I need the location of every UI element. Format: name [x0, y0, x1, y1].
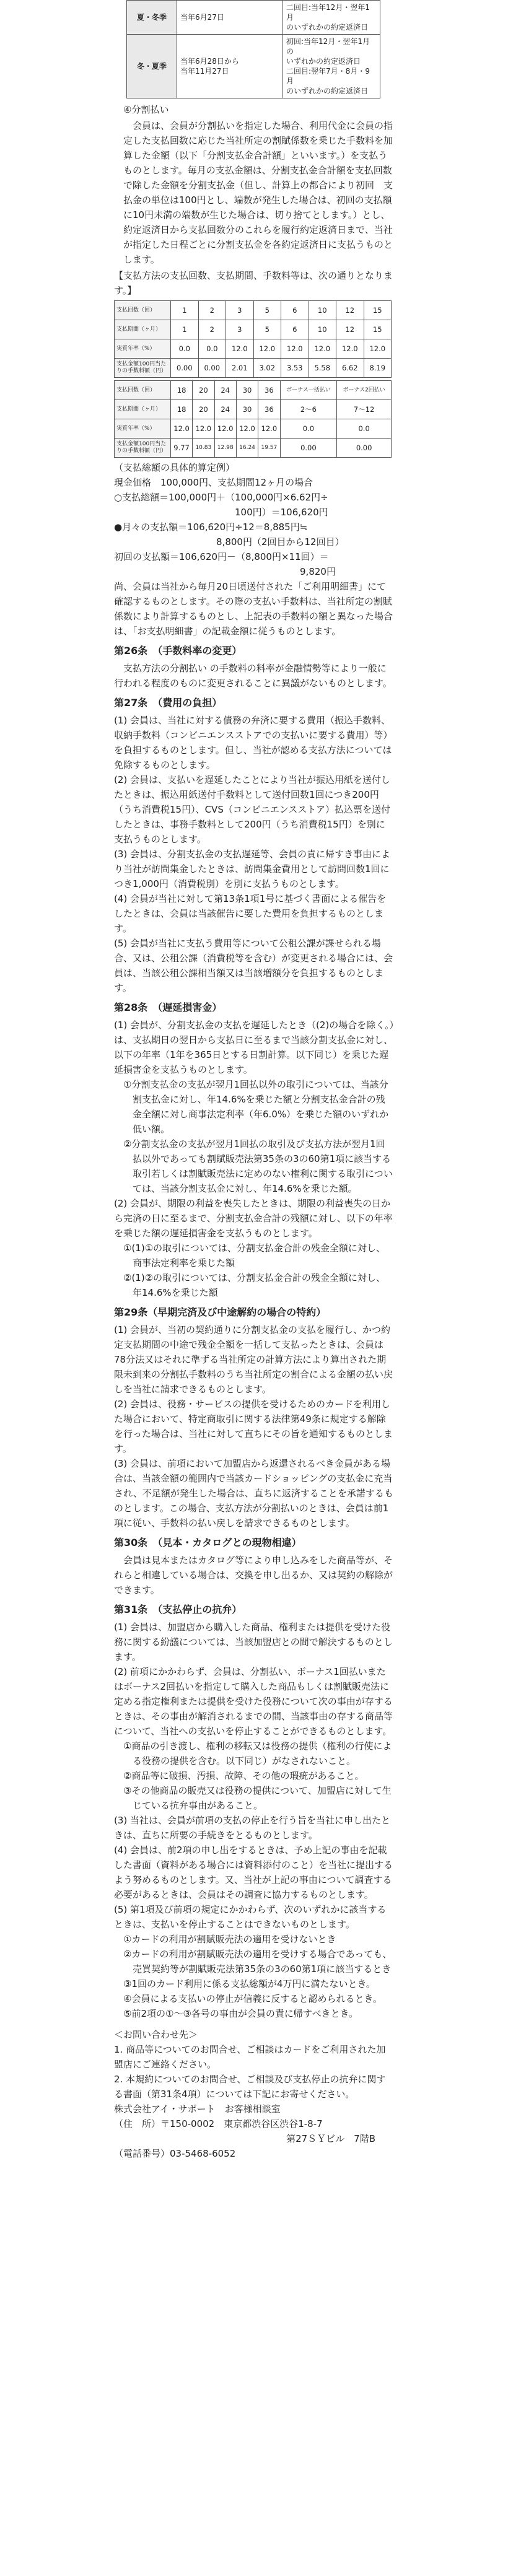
period-label: 夏・冬季	[127, 1, 177, 35]
row-label: 支払回数（回）	[115, 381, 171, 400]
article-27-items	[114, 713, 394, 995]
article-31-title: 第31条 （支払停止の抗弁）	[114, 1604, 242, 1615]
table-cell: 7〜12	[337, 400, 392, 419]
table-row	[115, 419, 392, 439]
example-lines	[114, 475, 394, 579]
contact-lines	[114, 2042, 394, 2102]
contact-title: ＜お問い合わせ先＞	[114, 2029, 198, 2040]
article-26-body: 支払方法の分割払い の手数料の料率が金融情勢等により一般に行われる程度のものに変更されることに異議がないものとします。	[114, 663, 392, 689]
installment-table-1	[114, 300, 392, 378]
table-cell: 12.0	[281, 339, 309, 359]
article-28-title: 第28条 （遅延損害金）	[114, 1002, 222, 1013]
article-27-item: (2) 会員は、支払いを遅延したことにより当社が振込用紙を送付したときは、振込用紙送付手数料として送付回数1回につき200円（うち消費税15円）、CVS（コンビニエンスストア）払込票を送付したときは、事務手数料として200円（うち消費税15円）を別に支払うものとします。	[114, 774, 391, 845]
article-28-item2: (2) 会員が、期限の利益を喪失したときは、期限の利益喪失の日から完済の日に至るまで、分割支払金合計の残額に対し、以下の年率を乗じた額の遅延損害金を支払うものとします。	[114, 1198, 393, 1239]
table-cell: 0.00	[198, 359, 226, 378]
example-line: 9,820円	[114, 566, 336, 577]
table-cell: 12	[336, 320, 364, 339]
table-cell: 30	[236, 400, 258, 419]
table-cell: 0.0	[280, 419, 337, 439]
table-cell: 6	[281, 320, 309, 339]
article-31-item: (4) 会員は、前2項の申し出をするときは、予め上記の事由を記載した書面（資料がある場合には資料添付のこと）を当社に提出するよう努めるものとします。又、当社が上記の事由について調査する必要があるときは、会員はその調査に協力するものとします。	[114, 1845, 393, 1900]
article-31-subitem: ②商品等に破損、汚損、故障、その他の瑕疵があること。	[123, 1770, 364, 1781]
art25-closing: 尚、会員は当社から毎月20日頃送付された「ご利用明細書」にて確認するものとします。その際の支払い手数料は、当社所定の割賦係数により計算するものとし、上記表の手数料の額と異なった場合は、「お支払明細書」の記載金額に従うものとします。	[114, 581, 393, 637]
article-28-subitem: ①分割支払金の支払が翌月1回払以外の取引については、当該分割支払金に対し、年14.6%を乗じた額と分割支払金合計の残金全額に対し商事法定利率（年6.0%）を乗じた額のいずれか低い額。	[123, 1079, 389, 1135]
article-29-item: (2) 会員は、役務・サービスの提供を受けるためのカードを利用した場合において、特定商取引に関する法律第49条に規定する解除を行った場合は、当社に対して直ちにその旨を通知するものとします。	[114, 1399, 393, 1454]
table-cell: 2.01	[226, 359, 254, 378]
table-cell: 10.83	[193, 439, 214, 458]
table-cell: 2	[198, 301, 226, 320]
table-row	[127, 35, 380, 98]
table-cell: 6.62	[336, 359, 364, 378]
article-27-title: 第27条 （費用の負担）	[114, 697, 222, 709]
period-cell: 当年6月27日	[177, 1, 283, 35]
contact-address: （住 所）〒150-0002 東京都渋谷区渋谷1-8-7	[114, 2118, 323, 2129]
table-cell: 36	[258, 381, 280, 400]
row-label: 支払期間（ヶ月）	[115, 320, 171, 339]
table-cell: 15	[364, 301, 392, 320]
table-cell: 36	[258, 400, 280, 419]
article-28-subitem: ②分割支払金の支払が翌月1回払の取引及び支払方法が翌月1回払以外であっても割賦販売法第35条の3の60第1項に該当する取引若しくは割賦販売法に定めのない権利に関する取引については、当該分割支払金に対し、年14.6%を乗じた額。	[123, 1138, 393, 1194]
table-cell: 3	[226, 301, 254, 320]
article-29-item: (3) 会員は、前項において加盟店から返還されるべき金員がある場合は、当該金額の範囲内で当該カードショッピングの支払金に充当され、不足額が発生した場合は、直ちに返済することを承諾するものとします。この場合、支払方法が分割払いのときは、会員は前1項に従い、手数料の払い戻しを請求できるものとします。	[114, 1458, 393, 1529]
article-31-subitem: ⑤前2項の①〜③各号の事由が会員の責に帰すべきとき。	[123, 2008, 358, 2019]
article-28-sub	[114, 1077, 394, 1196]
table-cell: 2	[198, 320, 226, 339]
table-row	[115, 320, 392, 339]
article-30-title: 第30条 （見本・カタログとの現物相違）	[114, 1537, 302, 1548]
example-line: ●月々の支払額＝106,620円÷12＝8,885円≒	[114, 522, 308, 533]
row-label: 支払期間（ヶ月）	[115, 400, 171, 419]
table-cell: 20	[193, 381, 214, 400]
table-cell: 5	[253, 301, 281, 320]
table-cell: 0.00	[337, 439, 392, 458]
article-31-subitem: ①商品の引き渡し、権利の移転又は役務の提供（権利の行使による役務の提供を含む。以下同じ）がなされないこと。	[123, 1740, 392, 1766]
article-31-subitem: ①カードの利用が割賦販売法の適用を受けないとき	[123, 1934, 336, 1945]
table-row	[115, 381, 392, 400]
table-cell: ボーナス一括払い	[280, 381, 337, 400]
table-cell: 3.53	[281, 359, 309, 378]
table-cell: 12.0	[253, 339, 281, 359]
contact-section	[114, 2027, 394, 2161]
article-29-items	[114, 1322, 394, 1530]
example-line: ○支払総額＝100,000円＋（100,000円×6.62円÷	[114, 492, 328, 503]
table-cell: 12.0	[364, 339, 392, 359]
table-cell: 0.0	[198, 339, 226, 359]
installment-table-2	[114, 380, 392, 458]
article-27-item: (4) 会員が当社に対して第13条1項1号に基づく書面による催告をしたときは、会員は当該催告に要した費用を負担するものとします。	[114, 893, 387, 934]
article-31-item: (1) 会員は、加盟店から購入した商品、権利または提供を受けた役務に関する紛議については、当該加盟店との間で解決するものとします。	[114, 1622, 393, 1662]
article-27-item: (3) 会員は、分割支払金の支払遅延等、会員の責に帰すき事由により当社が訪問集金したときは、訪問集金費用として訪問回数1回につき1,000円（消費税別）を別に支払うものとします。	[114, 849, 391, 889]
article-31-subitem: ②カードの利用が割賦販売法の適用を受けする場合であっても、売買契約等が割賦販売法第35条の3の60第1項に該当するとき	[123, 1949, 392, 1975]
row-label: 実質年率（%）	[115, 339, 171, 359]
installment-body: 会員は、会員が分割払いを指定した場合、利用代金に会員の指定した支払回数に応じた当社所定の割賦係数を乗じた手数料を加算した金額（以下「分割支払金合計額」といいます。）を支払うものとします。毎月の支払金額は、分割支払金合計額を支払回数で除した金額を分割支払金（但し、計算上の都合により初回 支払金の単位は100円とし、端数が発生した場合は、初回の支払額に10円未満の端数が生じた場合は、切り捨てとします。）とし、約定返済日から支払回数分のこれらを履行約定返済日まで、当社が指定した日程ごとに分割支払金を各約定返済日に支払うものとします。	[123, 120, 393, 265]
table-cell: 5.58	[309, 359, 336, 378]
article-28-item2-sub	[114, 1241, 394, 1300]
article-28-item2-subitem: ②(1)②の取引については、分割支払金合計の残金全額に対し、年14.6%を乗じた額	[123, 1272, 385, 1298]
table-cell: 3	[226, 320, 254, 339]
table-cell: 12.0	[309, 339, 336, 359]
table-cell: 6	[281, 301, 309, 320]
document-column	[112, 0, 396, 2576]
table-cell: 0.00	[280, 439, 337, 458]
example-line: 100円）＝106,620円	[114, 507, 328, 518]
period-cell: 当年6月28日から 当年11月27日	[177, 35, 283, 98]
payment-period-table	[126, 0, 380, 98]
table-cell: 12.98	[214, 439, 236, 458]
period-label: 冬・夏季	[127, 35, 177, 98]
article-31-item: (5) 第1項及び前項の規定にかかわらず、次のいずれかに該当するときは、支払いを停止することはできないものとします。	[114, 1904, 387, 1930]
table-row	[115, 359, 392, 378]
article-31-item2-sub	[114, 1739, 394, 1813]
table-cell: 18	[171, 381, 193, 400]
article-28-item2-subitem: ①(1)①の取引については、分割支払金合計の残金全額に対し、商事法定利率を乗じた額	[123, 1242, 385, 1268]
article-27-item: (5) 会員が当社に支払う費用等について公租公課が課せられる場合、又は、公租公課（消費税等を含む）が変更される場合には、会員は、当該公租公課相当額又は当該増額分を負担するものとします。	[114, 938, 393, 993]
article-31-item5-sub	[114, 1932, 394, 2021]
table-cell: 3.02	[253, 359, 281, 378]
table-cell: 10	[309, 320, 336, 339]
contact-phone: （電話番号）03-5468-6052	[114, 2148, 236, 2159]
table-row	[115, 301, 392, 320]
article-28-intro: (1) 会員が、分割支払金の支払を遅延したとき（(2)の場合を除く。）は、支払期日の翌日から支払日に至るまで当該分割支払金に対し、以下の年率（1年を365日とする日割計算。以下同じ）を乗じた遅延損害金を支払うものとします。	[114, 1019, 394, 1075]
table-cell: 30	[236, 381, 258, 400]
contact-line: 2. 本規約についてのお問合せ、ご相談及び支払停止の抗弁に関する書面（第31条4項）については下記にお寄せください。	[114, 2074, 386, 2100]
example-line: 初回の支払額＝106,620円－（8,800円×11回）＝	[114, 551, 329, 562]
table-row	[115, 339, 392, 359]
article-31-subitem: ③1回のカード利用に係る支払総額が4万円に満たないとき。	[123, 1978, 375, 1989]
contact-address-building: 第27ＳＹビル 7階B	[286, 2133, 375, 2144]
table-cell: 1	[171, 320, 199, 339]
method-label: 【支払方法の支払回数、支払期間、手数料等は、次の通りとなります。】	[114, 270, 393, 296]
row-label: 実質年率（%）	[115, 419, 171, 439]
table-cell: 0.0	[337, 419, 392, 439]
table-cell: 19.57	[258, 439, 280, 458]
table-cell: 9.77	[171, 439, 193, 458]
table-row	[115, 400, 392, 419]
period-cell: 二回目:当年12月・翌年1月 のいずれかの約定返済日	[283, 1, 380, 35]
table-cell: 12.0	[336, 339, 364, 359]
table-cell: 12.0	[236, 419, 258, 439]
article-31-item: (3) 当社は、会員が前項の支払の停止を行う旨を当社に申し出たときは、直ちに所要の手続きをとるものとします。	[114, 1815, 391, 1841]
row-label: 支払金額100円当たりの手数料額（円）	[115, 439, 171, 458]
article-27-item: (1) 会員は、当社に対する債務の弁済に要する費用（振込手数料、収納手数料（コンビニエンスストアでの支払いに要する費用）等）を負担するものとします。但し、当社が認める支払方法については免除するものとします。	[114, 715, 393, 771]
table-cell: 18	[171, 400, 193, 419]
table-cell: 12.0	[171, 419, 193, 439]
table-cell: 5	[253, 320, 281, 339]
period-cell: 初回:当年12月・翌年1月の いずれかの約定返済日 二回目:翌年7月・8月・9月 のいずれかの約定返済日	[283, 35, 380, 98]
installment-heading: ④分割払い	[123, 104, 169, 115]
article-30-body: 会員は見本またはカタログ等により申し込みをした商品等が、それらと相違している場合は、交換を申し出るか、又は契約の解除ができます。	[114, 1555, 393, 1596]
table-row	[127, 1, 380, 35]
table-cell: 12.0	[258, 419, 280, 439]
article-29-item: (1) 会員が、当初の契約通りに分割支払金の支払を履行し、かつ約定支払期間の中途で残金全額を一括して支払ったときは、会員は78分法又はそれに準ずる当社所定の計算方法により算出された期限未到来の分割払手数料のうち当社所定の割合による金額の払い戻しを当社に請求できるものとします。	[114, 1324, 393, 1395]
table-cell: 12.0	[214, 419, 236, 439]
table-cell: 24	[214, 381, 236, 400]
contact-company: 株式会社アイ・サポート お客様相談室	[114, 2103, 281, 2115]
table-cell: 16.24	[236, 439, 258, 458]
table-cell: 10	[309, 301, 336, 320]
table-cell: ボーナス2回払い	[337, 381, 392, 400]
table-cell: 20	[193, 400, 214, 419]
article-31-item: (2) 前項にかかわらず、会員は、分割払い、ボーナス1回払いまたはボーナス2回払いを指定して購入した商品もしくは割賦販売法に定める指定権利または提供を受けた役務について次の事由が存するときは、その事由が解消されるまでの間、当該事由の存する商品等について、当社への支払いを停止することができるものとします。	[114, 1666, 393, 1737]
table-cell: 12.0	[226, 339, 254, 359]
table-cell: 0.0	[171, 339, 199, 359]
table-cell: 0.00	[171, 359, 199, 378]
table-cell: 8.19	[364, 359, 392, 378]
article-29-title: 第29条（早期完済及び中途解約の場合の特約）	[114, 1306, 326, 1318]
article-26-title: 第26条 （手数料率の変更）	[114, 645, 242, 657]
table-cell: 12.0	[193, 419, 214, 439]
article-31-subitem: ③その他商品の販売又は役務の提供について、加盟店に対して生じている抗弁事由があること。	[123, 1785, 392, 1811]
table-cell: 12	[336, 301, 364, 320]
example-line: 現金価格 100,000円、支払期間12ヶ月の場合	[114, 477, 313, 488]
table-row	[115, 439, 392, 458]
table-cell: 2〜6	[280, 400, 337, 419]
example-title: （支払総額の具体的算定例）	[114, 462, 235, 473]
table-cell: 24	[214, 400, 236, 419]
table-cell: 15	[364, 320, 392, 339]
table-cell: 1	[171, 301, 199, 320]
contact-line: 1. 商品等についてのお問合せ、ご相談はカードをご利用された加盟店にご連絡ください。	[114, 2044, 386, 2070]
row-label: 支払金額100円当たりの手数料額（円）	[115, 359, 171, 378]
row-label: 支払回数（回）	[115, 301, 171, 320]
article-31-subitem: ④会員による支払いの停止が信義に反すると認められるとき。	[123, 1993, 382, 2004]
example-line: 8,800円（2回目から12回目）	[114, 536, 344, 548]
